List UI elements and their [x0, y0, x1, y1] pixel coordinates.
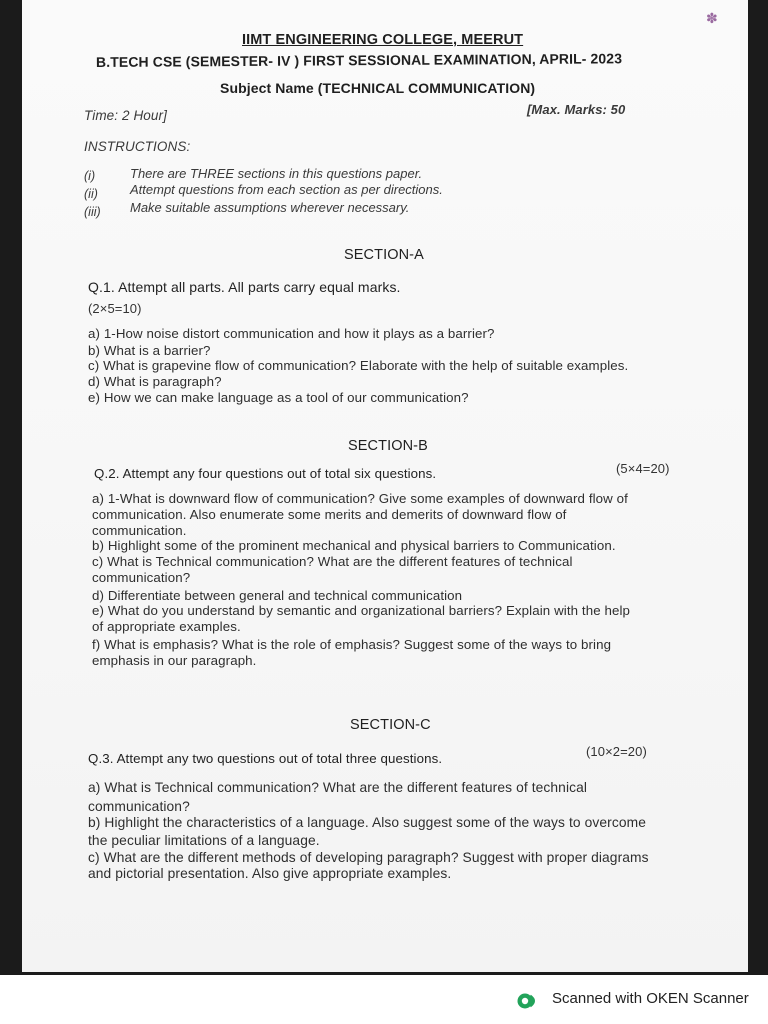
question-line: b) Highlight some of the prominent mechanical and physical barriers to Communication. [92, 538, 616, 553]
instruction-number: (i) [84, 169, 96, 183]
question-2-marks: (5×4=20) [616, 461, 670, 476]
question-part: b) What is a barrier? [88, 343, 211, 358]
question-1: Q.1. Attempt all parts. All parts carry equal marks. [88, 279, 401, 295]
exam-paper [22, 0, 748, 972]
question-line: c) What are the different methods of developing paragraph? Suggest with proper diagrams [88, 850, 649, 865]
question-3: Q.3. Attempt any two questions out of total three questions. [88, 751, 443, 766]
question-line: of appropriate examples. [92, 619, 241, 634]
question-line: a) 1-What is downward flow of communication? Give some examples of downward flow of [92, 491, 628, 506]
college-name: IIMT ENGINEERING COLLEGE, MEERUT [242, 32, 524, 48]
instruction-text: Attempt questions from each section as per directions. [130, 182, 443, 197]
instruction-number: (ii) [84, 187, 98, 201]
question-line: communication? [92, 570, 191, 585]
instruction-text: There are THREE sections in this questions paper. [130, 166, 423, 181]
question-line: emphasis in our paragraph. [92, 653, 257, 668]
question-line: the peculiar limitations of a language. [88, 833, 320, 848]
question-line: and pictorial presentation. Also give appropriate examples. [88, 866, 452, 881]
question-part: d) What is paragraph? [88, 374, 222, 389]
ink-speck: ✽ [706, 10, 718, 26]
subject-name: Subject Name (TECHNICAL COMMUNICATION) [220, 80, 536, 96]
question-line: a) What is Technical communication? What are the different features of technical [88, 780, 588, 795]
question-part: e) How we can make language as a tool of our communication? [88, 390, 469, 405]
question-line: communication. [92, 523, 187, 538]
question-2: Q.2. Attempt any four questions out of total six questions. [94, 466, 437, 481]
exam-title: B.TECH CSE (SEMESTER- IV ) FIRST SESSIONAL EXAMINATION, APRIL- 2023 [95, 50, 623, 70]
question-part: c) What is grapevine flow of communication? Elaborate with the help of suitable examples. [88, 358, 629, 373]
scanner-watermark-text: Scanned with OKEN Scanner [552, 990, 749, 1007]
question-line: e) What do you understand by semantic and organizational barriers? Explain with the help [92, 603, 631, 618]
time-allowed: Time: 2 Hour] [84, 108, 167, 123]
instruction-number: (iii) [84, 205, 101, 219]
question-line: f) What is emphasis? What is the role of emphasis? Suggest some of the ways to bring [92, 637, 612, 652]
question-1-marks: (2×5=10) [88, 301, 142, 316]
question-line: communication. Also enumerate some merits and demerits of downward flow of [92, 507, 567, 522]
section-b-title: SECTION-B [348, 438, 428, 454]
question-part: a) 1-How noise distort communication and how it plays as a barrier? [88, 326, 495, 341]
question-line: c) What is Technical communication? What are the different features of technical [92, 554, 573, 569]
question-3-marks: (10×2=20) [586, 744, 647, 759]
oken-scanner-logo-icon [516, 992, 540, 1010]
instruction-text: Make suitable assumptions wherever necessary. [130, 200, 410, 215]
question-line: b) Highlight the characteristics of a language. Also suggest some of the ways to overcome [88, 815, 646, 830]
section-a-title: SECTION-A [344, 247, 424, 263]
question-line: communication? [88, 799, 190, 814]
section-c-title: SECTION-C [350, 717, 431, 733]
instructions-title: INSTRUCTIONS: [84, 139, 191, 154]
max-marks: [Max. Marks: 50 [527, 102, 626, 117]
question-line: d) Differentiate between general and technical communication [92, 588, 463, 603]
